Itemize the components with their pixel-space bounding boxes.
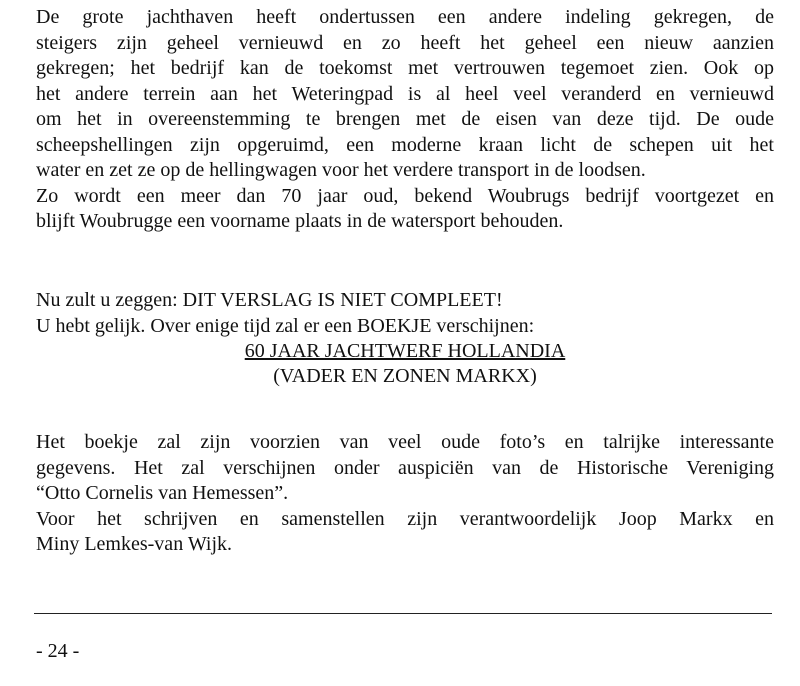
book-title: 60 JAAR JACHTWERF HOLLANDIA: [244, 340, 566, 362]
text-line: Voor het schrijven en samenstellen zijn verantwoordelijk Joop Markx en: [36, 507, 774, 530]
text-line: Zo wordt een meer dan 70 jaar oud, bekend Woubrugs bedrijf voortgezet en: [36, 184, 774, 207]
text-line: water en zet ze op de hellingwagen voor het verdere transport in de loodsen.: [36, 159, 646, 181]
paragraph-verslag: [36, 288, 774, 339]
text-line: Nu zult u zeggen: DIT VERSLAG IS NIET COMPLEET!: [36, 289, 503, 311]
page-number: - 24 -: [36, 640, 80, 662]
paragraph-boekje: [36, 430, 774, 558]
text-line: om het in overeenstemming te brengen met de eisen van deze tijd. De oude: [36, 108, 774, 130]
text-line: De grote jachthaven heeft ondertussen een andere indeling gekregen, de: [36, 6, 774, 28]
text-line: Het boekje zal zijn voorzien van veel oude foto’s en talrijke interessante: [36, 431, 774, 453]
text-line: U hebt gelijk. Over enige tijd zal er een BOEKJE verschijnen:: [36, 314, 535, 337]
text-line: scheepshellingen zijn opgeruimd, een moderne kraan licht de schepen uit het: [36, 133, 774, 156]
text-line: gekregen; het bedrijf kan de toekomst met vertrouwen tegemoet zien. Ook op: [36, 57, 774, 79]
text-line: het andere terrein aan het Weteringpad is al heel veel veranderd en vernieuwd: [36, 82, 774, 105]
text-line: gegevens. Het zal verschijnen onder auspiciën van de Historische Vereniging: [36, 456, 774, 479]
text-line: Miny Lemkes-van Wijk.: [36, 533, 233, 555]
text-line: steigers zijn geheel vernieuwd en zo heeft het geheel een nieuw aanzien: [36, 31, 774, 54]
text-line: blijft Woubrugge een voorname plaats in de watersport behouden.: [36, 210, 564, 232]
footer-divider: [34, 613, 772, 614]
text-line: “Otto Cornelis van Hemessen”.: [36, 482, 289, 504]
paragraph-jachthaven: [36, 5, 774, 235]
book-subtitle: (VADER EN ZONEN MARKX): [273, 365, 537, 387]
